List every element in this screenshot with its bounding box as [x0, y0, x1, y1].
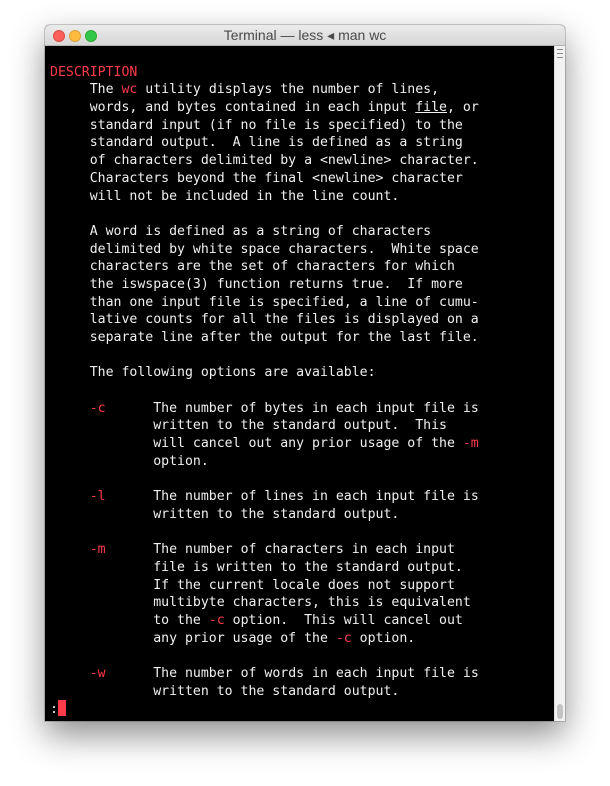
- text-segment: , or: [447, 100, 479, 116]
- text-line: [50, 205, 479, 223]
- text-line: [50, 594, 479, 612]
- text-segment: words, and bytes contained in each input: [50, 100, 416, 116]
- text-line: [50, 471, 479, 489]
- text-line: [50, 364, 479, 382]
- text-line: [50, 417, 479, 435]
- text-line: [50, 64, 479, 82]
- highlighted-term: DESCRIPTION: [50, 64, 138, 80]
- text-line: [50, 577, 479, 595]
- text-segment: delimited by white space characters. White space: [50, 241, 479, 257]
- text-segment: of characters delimited by a <newline> character.: [50, 153, 479, 169]
- text-line: [50, 223, 479, 241]
- highlighted-term: -l: [89, 489, 106, 505]
- highlighted-term: -c: [89, 400, 106, 416]
- highlighted-term: wc: [121, 82, 138, 98]
- title-bar[interactable]: [45, 25, 565, 46]
- text-segment: [50, 401, 90, 416]
- text-line: [50, 170, 479, 188]
- text-line: [50, 665, 479, 683]
- text-segment: the iswspace(3) function returns true. If more: [50, 276, 463, 292]
- text-line: [50, 81, 479, 99]
- text-line: [50, 134, 479, 152]
- text-line: [50, 276, 479, 294]
- text-segment: lative counts for all the files is displayed on a: [50, 312, 479, 328]
- text-segment: The number of characters in each input: [105, 542, 455, 558]
- text-line: [50, 541, 479, 559]
- text-line: [50, 258, 479, 276]
- text-line: [50, 347, 479, 365]
- highlighted-term: -m: [462, 436, 479, 452]
- text-line: [50, 647, 479, 665]
- text-segment: The following options are available:: [50, 365, 376, 381]
- text-line: [50, 400, 479, 418]
- text-segment: utility displays the number of lines,: [137, 82, 440, 98]
- text-segment: The number of words in each input file is: [105, 666, 479, 682]
- man-page-text: [50, 46, 479, 718]
- text-line: [50, 311, 479, 329]
- text-segment: [50, 489, 90, 504]
- text-segment: any prior usage of the: [50, 630, 336, 646]
- text-segment: option.: [351, 630, 416, 646]
- text-segment: characters are the set of characters for which: [50, 259, 455, 275]
- highlighted-term: -w: [89, 666, 106, 682]
- text-segment: The: [50, 82, 122, 98]
- text-line: [50, 683, 479, 701]
- text-segment: multibyte characters, this is equivalent: [50, 595, 471, 611]
- text-segment: written to the standard output.: [50, 506, 400, 522]
- text-line: [50, 188, 479, 206]
- text-segment: standard input (if no file is specified) to the: [50, 117, 463, 133]
- less-prompt[interactable]: [50, 700, 479, 718]
- text-line: [50, 524, 479, 542]
- text-segment: to the: [50, 613, 209, 628]
- text-segment: A word is defined as a string of characters: [50, 223, 432, 239]
- terminal-window: [45, 25, 565, 721]
- text-line: [50, 241, 479, 259]
- scrollbar-thumb[interactable]: [557, 704, 563, 719]
- text-segment: separate line after the output for the last file.: [50, 330, 479, 345]
- text-segment: written to the standard output.: [50, 683, 400, 699]
- window-title: Terminal — less ◂ man wc: [223, 27, 387, 43]
- text-segment: The number of bytes in each input file is: [105, 400, 479, 416]
- text-segment: [50, 542, 90, 557]
- text-line: [50, 329, 479, 347]
- prompt-char: :: [50, 702, 58, 718]
- text-segment: If the current locale does not support: [50, 577, 455, 593]
- text-segment: will not be included in the line count.: [50, 188, 400, 204]
- text-segment: option.: [50, 453, 209, 469]
- text-line: [50, 453, 479, 471]
- text-line: [50, 382, 479, 400]
- text-line: [50, 630, 479, 648]
- text-line: [50, 117, 479, 135]
- text-segment: Characters beyond the final <newline> character: [50, 170, 463, 186]
- text-line: [50, 99, 479, 117]
- text-segment: file is written to the standard output.: [50, 559, 463, 575]
- text-segment: standard output. A line is defined as a string: [50, 135, 463, 151]
- text-line: [50, 488, 479, 506]
- split-pane-icon[interactable]: [557, 49, 563, 58]
- text-line: [50, 152, 479, 170]
- text-segment: than one input file is specified, a line of cumu-: [50, 294, 479, 310]
- highlighted-term: -c: [335, 630, 352, 646]
- text-line: [50, 46, 479, 64]
- text-segment: [50, 666, 90, 681]
- highlighted-term: -m: [89, 542, 106, 558]
- text-line: [50, 612, 479, 630]
- scrollbar[interactable]: [554, 46, 565, 721]
- text-line: [50, 435, 479, 453]
- text-line: [50, 506, 479, 524]
- text-segment: will cancel out any prior usage of the: [50, 436, 463, 452]
- terminal-content[interactable]: [45, 46, 555, 721]
- text-line: [50, 559, 479, 577]
- text-segment: option. This will cancel out: [224, 613, 463, 628]
- text-segment: written to the standard output. This: [50, 418, 447, 434]
- underlined-term: file: [415, 100, 447, 116]
- text-line: [50, 294, 479, 312]
- text-segment: The number of lines in each input file is: [105, 489, 479, 505]
- cursor-block: [58, 700, 66, 716]
- highlighted-term: -c: [208, 613, 225, 628]
